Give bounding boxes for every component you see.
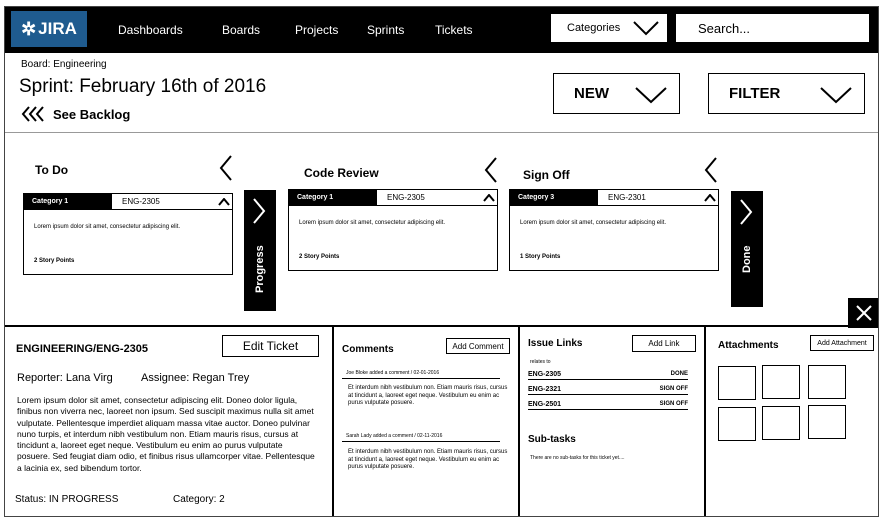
close-button[interactable]: [848, 298, 879, 328]
issue-links-title: Issue Links: [528, 338, 583, 349]
attachment-thumbnail[interactable]: [718, 366, 756, 400]
done-tab[interactable]: [731, 191, 763, 307]
categories-dropdown[interactable]: [551, 14, 667, 42]
add-comment-button[interactable]: Add Comment: [446, 338, 510, 354]
card-header: [289, 190, 497, 206]
chevron-down-icon: [820, 86, 852, 104]
app-frame: [4, 6, 879, 517]
subtasks-empty-text: There are no sub-tasks for this ticket yet....: [530, 455, 625, 461]
card-story-points: 1 Story Points: [520, 254, 561, 260]
card-id: ENG-2301: [608, 193, 646, 202]
attachments-title: Attachments: [718, 340, 779, 351]
relates-to-label: relates to: [530, 359, 551, 365]
chevron-right-icon: [739, 199, 753, 225]
column-title-todo: To Do: [35, 163, 69, 177]
edit-ticket-button[interactable]: Edit Ticket: [222, 335, 319, 357]
issue-link-row[interactable]: ENG-2501 SIGN OFF: [528, 401, 688, 408]
close-icon: [856, 305, 872, 321]
issue-links-panel: [520, 327, 706, 517]
chevron-right-icon: [252, 198, 266, 224]
ticket-description: Lorem ipsum dolor sit amet, consectetur adipiscing elit. Doneo dolor ligula, finibus non viverra nec, laoreet non ipsum. Sed suscipit maximus nulla sit amet vulputate. Pellentesque imperdiet aliquam massa vitae auctor. Doneo pulvinar nuno turpis, et interdum nibh vestibulum non. Etiam mauris risus, cursus at tincidunt a, laoreet eget neque. Vestibulum eu enim ao purus vulputate posuere. Sed feugiat diam odio, et finibus risus ullamcorper vitae. Pellentesque a lacinia ex, sed bibendum tortor.: [17, 395, 315, 473]
jira-logo-icon: ✲: [21, 18, 37, 39]
nav-dashboards[interactable]: Dashboards: [118, 23, 183, 37]
done-tab-label: Done: [741, 245, 753, 273]
comments-panel: [334, 327, 520, 517]
card-category: Category 1: [289, 190, 377, 205]
new-label: NEW: [574, 85, 609, 102]
filter-button[interactable]: [708, 73, 865, 114]
ticket-category: Category: 2: [173, 494, 225, 505]
progress-tab[interactable]: [244, 190, 276, 311]
new-button[interactable]: [553, 73, 680, 114]
attachment-thumbnail[interactable]: [762, 406, 800, 440]
column-title-code-review: Code Review: [304, 166, 379, 180]
top-nav: [5, 7, 879, 53]
comment-body: Et interdum nibh vestibulum non. Etiam mauris risus, cursus at tincidunt a, laoreet eget neque. Vestibulum eu enim ac purus vulputate posuere.: [348, 449, 508, 470]
card-description: Lorem ipsum dolor sit amet, consectetur adipiscing elit.: [34, 224, 181, 230]
chevron-left-icon[interactable]: [484, 157, 498, 183]
card-description: Lorem ipsum dolor sit amet, consectetur adipiscing elit.: [299, 220, 446, 226]
comment-body: Et interdum nibh vestibulum non. Etiam mauris risus, cursus at tincidunt a, laoreet eget neque. Vestibulum eu enim ac purus vulputate posuere.: [348, 385, 508, 406]
chevron-up-icon[interactable]: [481, 194, 497, 202]
nav-projects[interactable]: Projects: [295, 23, 339, 37]
logo-text: JIRA: [38, 19, 77, 38]
nav-boards[interactable]: Boards: [222, 23, 261, 37]
header-divider: [5, 132, 879, 133]
triple-chevron-left-icon: [21, 106, 47, 122]
comments-title: Comments: [342, 344, 394, 355]
attachments-panel: [706, 327, 879, 517]
chevron-up-icon[interactable]: [702, 194, 718, 202]
card-category: Category 3: [510, 190, 598, 205]
search-input[interactable]: [676, 14, 869, 42]
ticket-card-todo[interactable]: [23, 193, 233, 275]
chevron-left-icon[interactable]: [219, 155, 233, 181]
see-backlog-label: See Backlog: [53, 106, 131, 122]
chevron-down-icon: [635, 86, 667, 104]
comment-divider: [342, 441, 500, 442]
assignee: Assignee: Regan Trey: [141, 372, 250, 384]
progress-tab-label: Progress: [254, 245, 266, 293]
ticket-card-sign-off[interactable]: [509, 189, 719, 271]
card-header: [510, 190, 718, 206]
card-id: ENG-2305: [387, 193, 425, 202]
attachment-thumbnail[interactable]: [808, 405, 846, 439]
card-header: [24, 194, 232, 210]
card-id: ENG-2305: [122, 197, 160, 206]
issue-link-row[interactable]: ENG-2305 DONE: [528, 371, 688, 378]
nav-sprints[interactable]: Sprints: [367, 23, 405, 37]
filter-label: FILTER: [729, 85, 781, 102]
card-description: Lorem ipsum dolor sit amet, consectetur adipiscing elit.: [520, 220, 667, 226]
attachment-thumbnail[interactable]: [762, 365, 800, 399]
card-story-points: 2 Story Points: [34, 258, 75, 264]
subtasks-title: Sub-tasks: [528, 434, 576, 445]
ticket-status: Status: IN PROGRESS: [15, 494, 119, 505]
breadcrumb[interactable]: Board: Engineering: [21, 59, 107, 70]
card-story-points: 2 Story Points: [299, 254, 340, 260]
comment-divider: [342, 378, 500, 379]
ticket-card-code-review[interactable]: [288, 189, 498, 271]
column-title-sign-off: Sign Off: [523, 168, 570, 182]
ticket-detail-panel: [5, 325, 879, 517]
see-backlog-link[interactable]: [21, 106, 130, 122]
reporter: Reporter: Lana Virg: [17, 372, 113, 384]
page-title: Sprint: February 16th of 2016: [19, 76, 267, 97]
ticket-title: ENGINEERING/ENG-2305: [16, 343, 149, 355]
jira-logo[interactable]: [11, 11, 87, 47]
chevron-left-icon[interactable]: [704, 157, 718, 183]
issue-link-row[interactable]: ENG-2321 SIGN OFF: [528, 386, 688, 393]
chevron-down-icon: [633, 20, 659, 36]
comment-meta: Sarah Lady added a comment / 02-11-2016: [346, 433, 443, 439]
add-attachment-button[interactable]: Add Attachment: [810, 335, 874, 351]
attachment-thumbnail[interactable]: [718, 407, 756, 441]
categories-label: Categories: [567, 22, 621, 34]
comment-meta: Joe Bloke added a comment / 02-01-2016: [346, 370, 440, 376]
card-category: Category 1: [24, 194, 112, 209]
attachment-thumbnail[interactable]: [808, 365, 846, 399]
add-link-button[interactable]: Add Link: [632, 335, 696, 352]
ticket-info-panel: [5, 327, 334, 517]
nav-tickets[interactable]: Tickets: [435, 23, 473, 37]
chevron-up-icon[interactable]: [216, 198, 232, 206]
